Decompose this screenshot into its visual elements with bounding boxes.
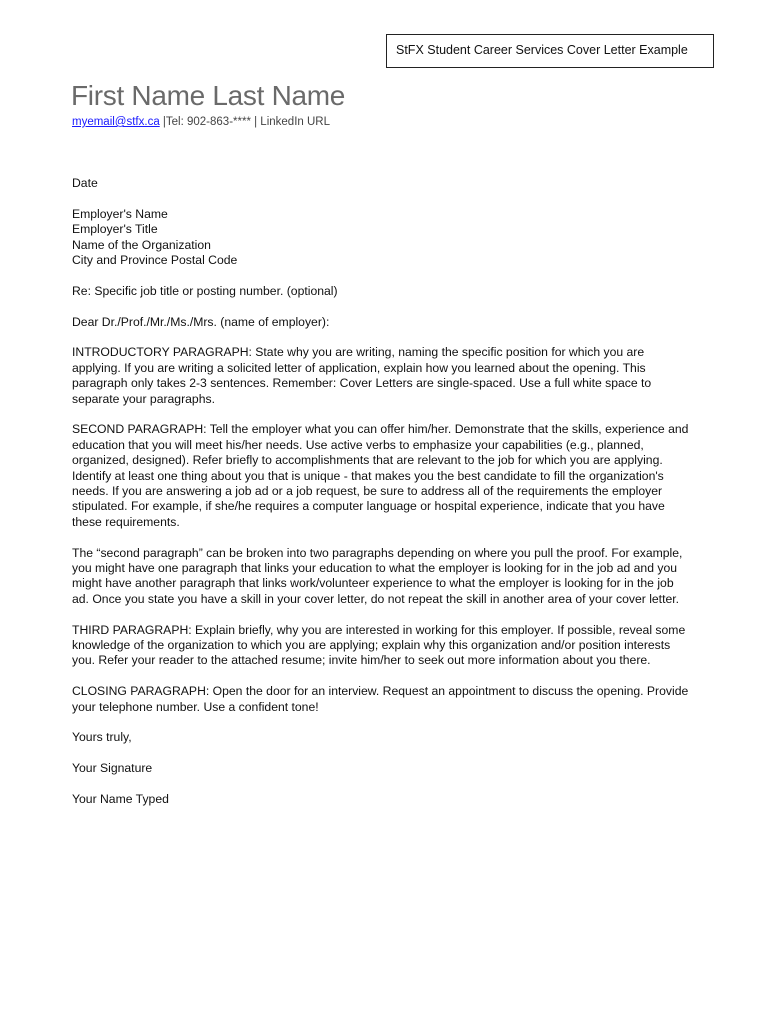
letter-body (72, 176, 692, 823)
organization-line: Name of the Organization (72, 237, 211, 252)
second-paragraph-note: The “second paragraph” can be broken into two paragraphs depending on where you pull the proof. For example, you might have one paragraph that links your education to what the employer is looking for in the job ad and you might have another paragraph that links work/volunteer experience to what the employer is looking for in the job ad. Once you state you have a skill in your cover letter, do not repeat the skill in another area of your cover letter. (72, 545, 683, 606)
second-paragraph: SECOND PARAGRAPH: Tell the employer what you can offer him/her. Demonstrate that the skills, experience and education that you will meet his/her needs. Use active verbs to emphasize your capabilities (e.g., planned, organized, designed). Refer briefly to accomplishments that are relevant to the job for which you are applying. Identify at least one thing about you that is unique - that makes you the best candidate to fill the organization's needs. If you are answering a job ad or a job request, be sure to address all of the requirements the employer stipulated. For example, if she/he requires a computer language or hospital experience, indicate that you have these requirements. (72, 422, 689, 529)
date-line: Date (72, 176, 98, 190)
intro-paragraph: INTRODUCTORY PARAGRAPH: State why you are writing, naming the specific position for which you are applying. If you are writing a solicited letter of application, explain how you learned about the opening. This paragraph only takes 2-3 sentences. Remember: Cover Letters are single-spaced. Use a full white space to separate your paragraphs. (72, 345, 652, 406)
closing-paragraph: CLOSING PARAGRAPH: Open the door for an interview. Request an appointment to discuss the opening. Provide your telephone number. Use a confident tone! (72, 684, 689, 714)
city-line: City and Province Postal Code (72, 253, 238, 268)
header-label-text: StFX Student Career Services Cover Letter Example (396, 43, 688, 57)
sign-off-line: Yours truly, (72, 730, 132, 745)
employer-address-block (72, 207, 692, 269)
signature-line: Your Signature (72, 761, 153, 776)
employer-name-line: Employer's Name (72, 206, 168, 221)
employer-title-line: Employer's Title (72, 222, 158, 237)
name-typed-line: Your Name Typed (72, 792, 169, 807)
header-label-box (386, 34, 714, 68)
third-paragraph: THIRD PARAGRAPH: Explain briefly, why you are interested in working for this employer. If possible, reveal some knowledge of the organization to which you are applying; explain why this organization and/or position interests you. Refer your reader to the attached resume; invite him/her to seek out more information about you there. (72, 622, 686, 668)
re-line: Re: Specific job title or posting number. (optional) (72, 283, 338, 298)
contact-line (72, 116, 330, 128)
contact-details: |Tel: 902-863-**** | LinkedIn URL (159, 116, 330, 128)
email-link[interactable]: myemail@stfx.ca (72, 116, 160, 128)
salutation-line: Dear Dr./Prof./Mr./Ms./Mrs. (name of employer): (72, 314, 330, 329)
applicant-name-heading: First Name Last Name (71, 80, 346, 111)
